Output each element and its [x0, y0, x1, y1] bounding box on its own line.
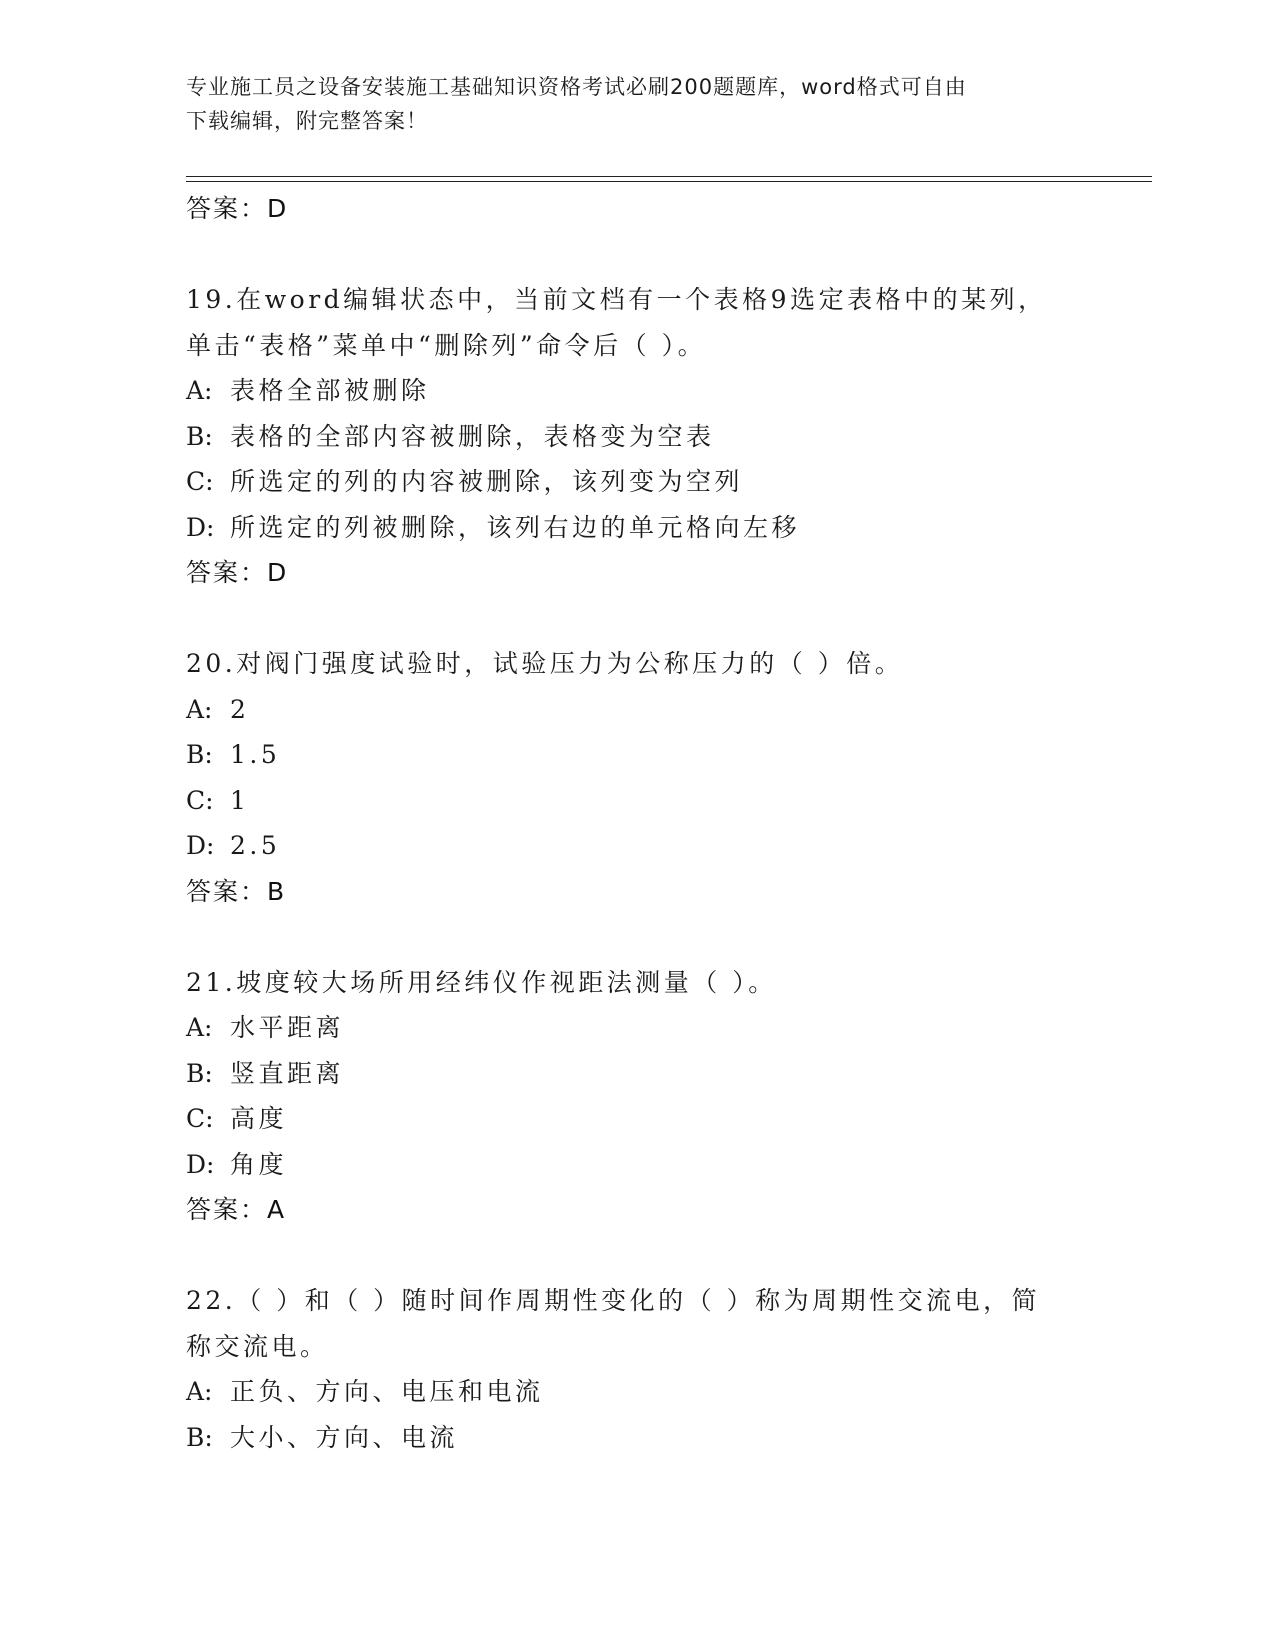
option-key: B:	[186, 1058, 213, 1088]
option-a	[186, 1005, 1086, 1051]
answer-line: 答案：B	[186, 876, 287, 906]
spacer	[186, 596, 1086, 642]
option-key: C:	[186, 1104, 214, 1133]
page-header	[186, 70, 1066, 138]
option-b	[186, 1051, 1086, 1097]
option-a	[186, 368, 1086, 414]
option-text: 水平距离	[230, 1013, 345, 1042]
question-21	[186, 960, 1086, 1233]
header-line-2: 下载编辑，附完整答案！	[186, 109, 428, 133]
option-key: D:	[186, 831, 215, 860]
option-c	[186, 1096, 1086, 1142]
option-text: 正负、方向、电压和电流	[230, 1377, 544, 1406]
option-key: D:	[186, 1149, 215, 1179]
question-22	[186, 1278, 1086, 1460]
option-b	[186, 732, 1086, 778]
option-text: 所选定的列被删除，该列右边的单元格向左移	[230, 512, 801, 542]
option-key: C:	[186, 785, 214, 815]
option-key: A:	[186, 694, 213, 724]
header-divider-top	[186, 176, 1152, 177]
question-stem: 19.在word编辑状态中，当前文档有一个表格9选定表格中的某列，	[186, 285, 1047, 314]
question-stem: 21.坡度较大场所用经纬仪作视距法测量（ ）。	[186, 967, 777, 997]
option-text: 大小、方向、电流	[230, 1422, 459, 1452]
option-a	[186, 1369, 1086, 1415]
option-text: 表格的全部内容被删除，表格变为空表	[230, 421, 715, 451]
option-key: B:	[186, 1422, 213, 1452]
answer-line: 答案：A	[186, 1195, 287, 1224]
option-key: B:	[186, 421, 213, 451]
option-key: A:	[186, 376, 213, 405]
spacer	[186, 1233, 1086, 1279]
option-d	[186, 823, 1086, 869]
header-divider-bottom	[186, 181, 1152, 182]
option-b	[186, 414, 1086, 460]
option-text: 所选定的列的内容被删除，该列变为空列	[230, 467, 744, 496]
question-stem: 20.对阀门强度试验时，试验压力为公称压力的（ ）倍。	[186, 649, 904, 678]
question-19	[186, 277, 1086, 596]
option-a	[186, 687, 1086, 733]
option-key: A:	[186, 1013, 213, 1042]
option-text: 1.5	[230, 740, 281, 769]
header-line-1: 专业施工员之设备安装施工基础知识资格考试必刷200题题库，word格式可自由	[186, 75, 967, 99]
option-text: 角度	[230, 1149, 288, 1179]
option-key: A:	[186, 1377, 213, 1406]
option-d	[186, 505, 1086, 551]
option-text: 1	[230, 785, 250, 815]
answer-line: 答案：D	[186, 194, 289, 223]
question-list	[186, 186, 1086, 1460]
spacer	[186, 914, 1086, 960]
option-text: 竖直距离	[230, 1058, 345, 1088]
question-20	[186, 641, 1086, 914]
option-b	[186, 1415, 1086, 1461]
question-stem: 22.（ ）和（ ）随时间作周期性变化的（ ）称为周期性交流电，简	[186, 1286, 1041, 1315]
option-text: 2.5	[230, 831, 281, 860]
spacer	[186, 232, 1086, 278]
question-stem: 称交流电。	[186, 1331, 329, 1361]
option-c	[186, 459, 1086, 505]
option-key: B:	[186, 740, 213, 769]
option-d	[186, 1142, 1086, 1188]
option-key: D:	[186, 512, 215, 542]
option-text: 表格全部被删除	[230, 376, 430, 405]
option-key: C:	[186, 467, 214, 496]
question-stem: 单击“表格”菜单中“删除列”命令后（ ）。	[186, 330, 707, 360]
answer-line: 答案：D	[186, 558, 289, 587]
option-c	[186, 778, 1086, 824]
option-text: 2	[230, 694, 250, 724]
option-text: 高度	[230, 1104, 288, 1133]
